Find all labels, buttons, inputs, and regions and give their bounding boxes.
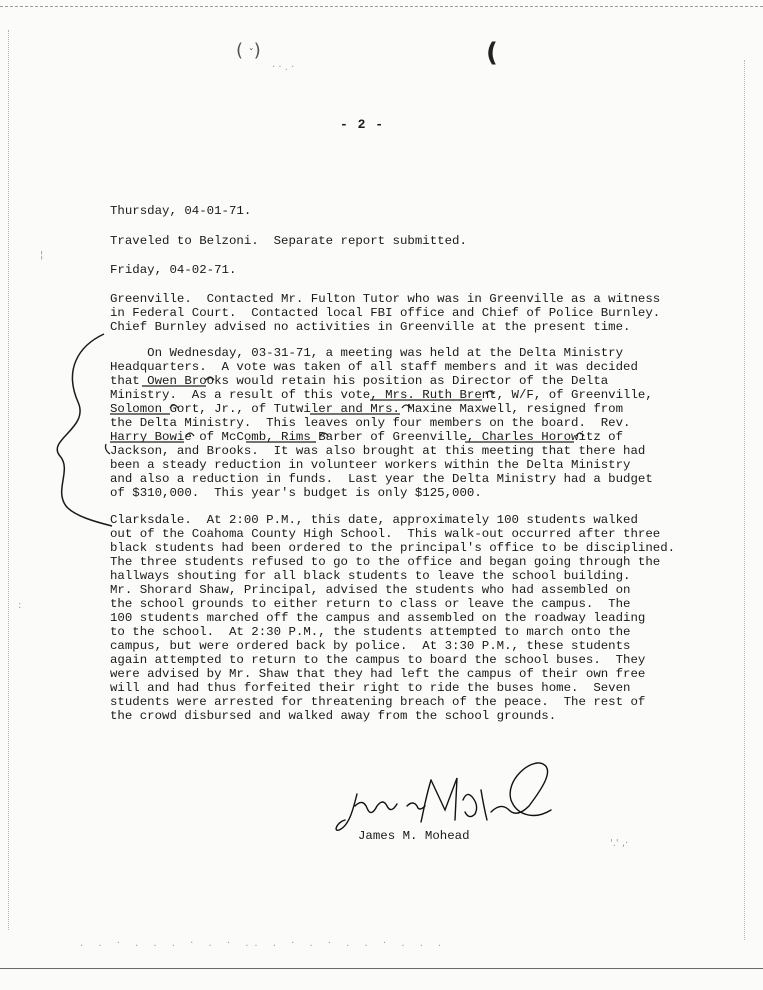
- paragraph-line: 100 students marched off the campus and assembled on the roadway leading: [110, 611, 646, 625]
- scan-noise: ¦: [40, 250, 44, 261]
- handwritten-signature: [335, 760, 565, 840]
- paragraph-line: Solomon Gort, Jr., of Tutwiler and Mrs. Maxine Maxwell, resigned from: [110, 402, 624, 416]
- paragraph-line: Chief Burnley advised no activities in Greenville at the present time.: [110, 320, 631, 334]
- paragraph-line: campus, but were ordered back by police. At 3:30 P.M., these students: [110, 639, 631, 653]
- scan-noise: :: [18, 600, 22, 611]
- paragraph-line: On Wednesday, 03-31-71, a meeting was held at the Delta Ministry: [110, 346, 624, 360]
- paragraph-line: students were arrested for threatening breach of the peace. The rest of: [110, 695, 646, 709]
- paragraph-line: Harry Bowie of McComb, Rims Barber of Greenville, Charles Horowitz of: [110, 430, 624, 444]
- paragraph-line: Jackson, and Brooks. It was also brought at this meeting that there had: [110, 444, 646, 458]
- scan-noise: '.' ,·: [610, 838, 629, 849]
- scan-edge-left: [8, 30, 10, 930]
- paragraph-line: Headquarters. A vote was taken of all staff members and it was decided: [110, 360, 638, 374]
- paragraph-line: and also a reduction in funds. Last year the Delta Ministry had a budget: [110, 472, 653, 486]
- handwritten-margin-bracket: [38, 330, 118, 530]
- scan-noise: . . · . . . · . · .. . · . · . . · . . .: [80, 938, 448, 949]
- paragraph-line: Greenville. Contacted Mr. Fulton Tutor who was in Greenville as a witness: [110, 292, 661, 306]
- paragraph-line: out of the Coahoma County High School. This walk-out occurred after three: [110, 527, 661, 541]
- paragraph-line: Ministry. As a result of this vote, Mrs. Ruth Brent, W/F, of Greenville,: [110, 388, 653, 402]
- paragraph-line: black students had been ordered to the principal's office to be disciplined.: [110, 541, 676, 555]
- scan-edge-right: [744, 60, 746, 940]
- paragraph-line: of $310,000. This year's budget is only $125,000.: [110, 486, 482, 500]
- scan-edge-top: [0, 0, 763, 7]
- paragraph-line: to the school. At 2:30 P.M., the students attempted to march onto the: [110, 625, 631, 639]
- paragraph-line: in Federal Court. Contacted local FBI office and Chief of Police Burnley.: [110, 306, 661, 320]
- entry-belzoni: Traveled to Belzoni. Separate report submitted.: [110, 234, 467, 248]
- paragraph-line: that Owen Brooks would retain his position as Director of the Delta: [110, 374, 609, 388]
- paragraph-line: Mr. Shorard Shaw, Principal, advised the students who had assembled on: [110, 583, 631, 597]
- scan-edge-bottom: [0, 968, 763, 970]
- page-number: - 2 -: [340, 117, 385, 132]
- paragraph-line: will and had thus forfeited their right to ride the buses home. Seven: [110, 681, 631, 695]
- paragraph-line: the crowd disbursed and walked away from the school grounds.: [110, 709, 557, 723]
- paragraph-line: the Delta Ministry. This leaves only four members on the board. Rev.: [110, 416, 631, 430]
- paragraph-line: the school grounds to either return to class or leave the campus. The: [110, 597, 631, 611]
- entry-date-thursday: Thursday, 04-01-71.: [110, 204, 252, 218]
- entry-date-friday: Friday, 04-02-71.: [110, 263, 237, 277]
- scan-noise: · · . ·: [272, 62, 295, 73]
- paragraph-line: The three students refused to go to the office and began going through the: [110, 555, 661, 569]
- paragraph-line: been a steady reduction in volunteer workers within the Delta Ministry: [110, 458, 631, 472]
- paragraph-line: hallways shouting for all black students to leave the school building.: [110, 569, 631, 583]
- punch-hole-mark-left: ( ˇ): [236, 40, 261, 61]
- signer-name: James M. Mohead: [358, 829, 470, 843]
- punch-hole-mark-right: (: [486, 38, 498, 68]
- paragraph-line: Clarksdale. At 2:00 P.M., this date, approximately 100 students walked: [110, 513, 638, 527]
- paragraph-line: were advised by Mr. Shaw that they had left the campus of their own free: [110, 667, 646, 681]
- paragraph-line: again attempted to return to the campus to board the school buses. They: [110, 653, 646, 667]
